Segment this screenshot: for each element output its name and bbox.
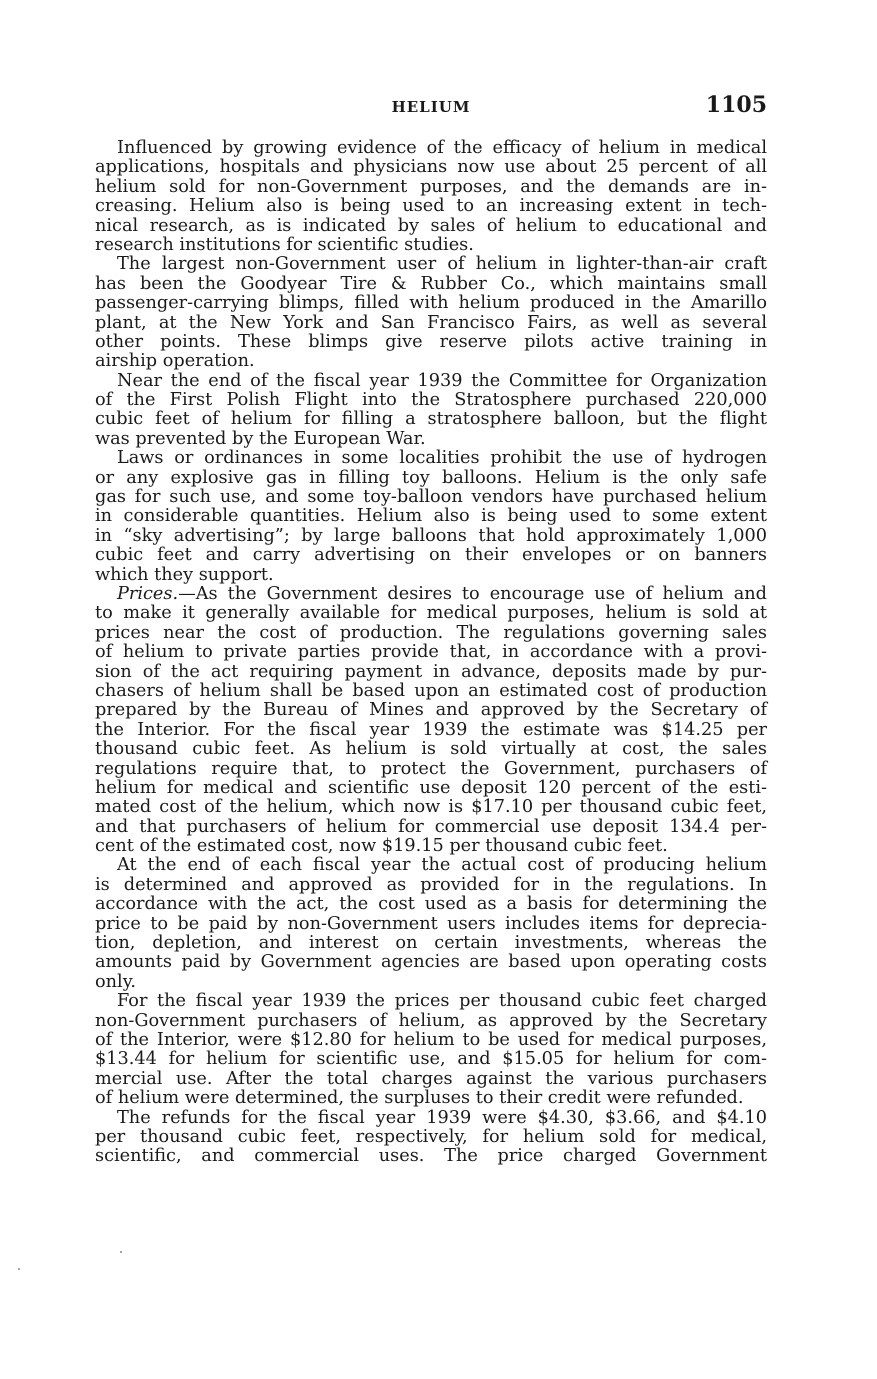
paragraph (95, 856, 767, 992)
text-line: gas for such use, and some toy-balloon vendors have purchased helium (95, 487, 767, 508)
text-line: non-Government purchasers of helium, as approved by the Secretary (95, 1010, 767, 1031)
text-line: helium sold for non-Government purposes, and the demands are in- (95, 176, 767, 197)
paragraph (95, 992, 767, 1108)
text-line: The largest non-Government user of helium in lighter-than-air craft (117, 254, 767, 275)
text-line: research institutions for scientific studies. (95, 234, 474, 255)
text-line: cubic feet of helium for filling a stratosphere balloon, but the flight (95, 409, 767, 430)
text-line: applications, hospitals and physicians now use about 25 percent of all (95, 157, 767, 178)
paragraph (95, 372, 767, 450)
text-line: thousand cubic feet. As helium is sold virtually at cost, the sales (95, 739, 767, 760)
text-line: mated cost of the helium, which now is $17.10 per thousand cubic feet, (95, 797, 767, 818)
text-line: chasers of helium shall be based upon an estimated cost of production (95, 680, 767, 701)
text-line: For the fiscal year 1939 the prices per thousand cubic feet charged (117, 991, 767, 1012)
text-line: tion, depletion, and interest on certain investments, whereas the (95, 933, 767, 954)
text-line: is determined and approved as provided for in the regulations. In (95, 874, 767, 895)
text-line: price to be paid by non-Government users includes items for deprecia- (95, 913, 767, 934)
text-line: Influenced by growing evidence of the efficacy of helium in medical (117, 138, 767, 158)
text-line: nical research, as is indicated by sales of helium to educational and (95, 215, 767, 236)
text-line: sion of the act requiring payment in advance, deposits made by pur- (95, 661, 767, 682)
text-line: of helium were determined, the surpluses to their credit were refunded. (95, 1088, 744, 1109)
section-run-in-heading: Prices. (117, 583, 179, 604)
text-line: creasing. Helium also is being used to an increasing extent in tech- (95, 196, 767, 217)
text-line: in “sky advertising”; by large balloons that hold approximately 1,000 (95, 525, 767, 546)
paragraph (95, 255, 767, 371)
text-line: airship operation. (95, 351, 255, 372)
text-run: —As the Government desires to encourage use of helium and (178, 583, 767, 604)
scan-speck (120, 1251, 122, 1253)
scan-speck (18, 1268, 20, 1270)
paragraph (95, 449, 767, 585)
text-line: cubic feet and carry advertising on their envelopes or on banners (95, 545, 767, 566)
text-line: passenger-carrying blimps, filled with helium produced in the Amarillo (95, 293, 767, 314)
text-line: prices near the cost of production. The regulations governing sales (95, 622, 767, 643)
text-line: mercial use. After the total charges against the various purchasers (95, 1068, 767, 1089)
page-header (95, 92, 767, 122)
text-line: to make it generally available for medical purposes, helium is sold at (95, 603, 767, 624)
text-line: prepared by the Bureau of Mines and approved by the Secretary of (95, 700, 767, 721)
text-line: or any explosive gas in filling toy balloons. Helium is the only safe (95, 467, 767, 488)
text-line (95, 585, 767, 604)
text-line: the Interior. For the fiscal year 1939 the estimate was $14.25 per (95, 719, 767, 740)
text-line: has been the Goodyear Tire & Rubber Co., which maintains small (95, 273, 767, 294)
text-line: was prevented by the European War. (95, 428, 426, 449)
text-line: in considerable quantities. Helium also is being used to some extent (95, 506, 767, 527)
text-line: helium for medical and scientific use deposit 120 percent of the esti- (95, 777, 767, 798)
text-line: which they support. (95, 564, 274, 585)
text-line: and that purchasers of helium for commercial use deposit 134.4 per- (95, 816, 767, 837)
text-line: cent of the estimated cost, now $19.15 per thousand cubic feet. (95, 836, 668, 857)
text-line: scientific, and commercial uses. The price charged Government (95, 1146, 767, 1167)
text-line: plant, at the New York and San Francisco Fairs, as well as several (95, 312, 767, 333)
page-number: 1105 (705, 92, 767, 118)
running-head: HELIUM (391, 98, 471, 116)
body-text (95, 139, 767, 1167)
text-line: At the end of each fiscal year the actual cost of producing helium (117, 855, 767, 876)
text-line: of helium to private parties provide that, in accordance with a provi- (95, 642, 767, 663)
paragraph (95, 585, 767, 856)
text-line: Near the end of the fiscal year 1939 the Committee for Organization (117, 370, 767, 391)
text-line: The refunds for the fiscal year 1939 were $4.30, $3.66, and $4.10 (117, 1107, 767, 1128)
text-line: accordance with the act, the cost used as a basis for determining the (95, 894, 767, 915)
text-line: per thousand cubic feet, respectively, for helium sold for medical, (95, 1126, 767, 1147)
text-line: amounts paid by Government agencies are based upon operating costs (95, 952, 767, 973)
text-line: $13.44 for helium for scientific use, and $15.05 for helium for com- (95, 1049, 767, 1070)
text-line: Laws or ordinances in some localities prohibit the use of hydrogen (117, 448, 767, 469)
text-line: regulations require that, to protect the Government, purchasers of (95, 758, 767, 779)
text-line: of the Interior, were $12.80 for helium to be used for medical purposes, (95, 1029, 767, 1050)
text-line: of the First Polish Flight into the Stratosphere purchased 220,000 (95, 390, 767, 411)
paragraph (95, 139, 767, 255)
paragraph (95, 1109, 767, 1167)
text-line: other points. These blimps give reserve pilots active training in (95, 331, 767, 352)
text-line: only. (95, 971, 136, 992)
